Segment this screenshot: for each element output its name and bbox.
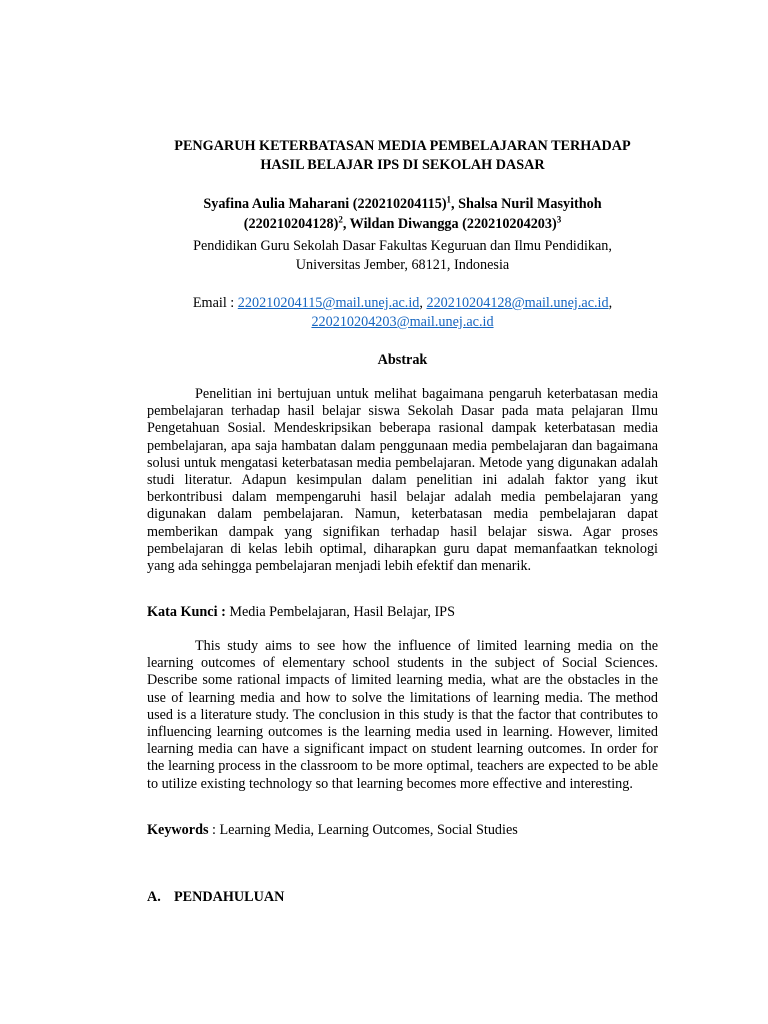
email-block <box>147 294 658 332</box>
abstract-indonesian <box>147 386 658 575</box>
author-line-1 <box>147 194 658 214</box>
section-heading <box>147 889 658 906</box>
affiliation <box>147 237 658 275</box>
author-line-2 <box>147 214 658 234</box>
title-line-1: PENGARUH KETERBATASAN MEDIA PEMBELAJARAN TERHADAP <box>174 138 631 154</box>
abstract-indonesian-text: Penelitian ini bertujuan untuk melihat bagaimana pengaruh keterbatasan media pembelajaran terhadap hasil belajar siswa Sekolah Dasar pada mata pelajaran Ilmu Pengetahuan Sosial. Mendeskripsikan beberapa rasional dampak keterbatasan media pembelajaran, apa saja hambatan dalam penggunaan media pembelajaran dan bagaimana solusi untuk mengatasi keterbatasan media pembelajaran. Metode yang digunakan adalah studi literatur. Adapun kesimpulan dalam penelitian ini adalah faktor yang ikut berkontribusi dalam mempengaruhi hasil belajar adalah media pembelajaran yang digunakan dalam pembelajaran. Namun, keterbatasan media pembelajaran dapat memberikan dampak yang signifikan terhadap hasil belajar siswa. Agar proses pembelajaran di kelas lebih optimal, diharapkan guru dapat memanfaatkan teknologi yang ada sehingga pembelajaran menjadi lebih efektif dan menarik. <box>147 386 658 575</box>
author-3-affil-mark: 3 <box>556 214 562 225</box>
author-2-id: (220210204128) <box>243 216 339 232</box>
email-line-2 <box>147 313 658 332</box>
keywords-english-value: : Learning Media, Learning Outcomes, Social Studies <box>208 822 518 838</box>
section-title: PENDAHULUAN <box>174 889 285 905</box>
title-line-2: HASIL BELAJAR IPS DI SEKOLAH DASAR <box>260 157 545 173</box>
email-link-2[interactable]: 220210204128@mail.unej.ac.id <box>426 295 609 311</box>
email-link-1[interactable]: 220210204115@mail.unej.ac.id <box>237 295 420 311</box>
email-comma-2: , <box>608 295 613 311</box>
keywords-indonesian <box>147 604 658 621</box>
email-link-3[interactable]: 220210204203@mail.unej.ac.id <box>311 314 494 330</box>
email-label: Email : <box>192 295 238 311</box>
abstract-english-text: This study aims to see how the influence of limited learning media on the learning outcomes of elementary school students in the subject of Social Sciences. Describe some rational impacts of limited learning media, what are the obstacles in the use of learning media and how to solve the limitations of learning media. The method used is a literature study. The conclusion in this study is that the factor that contributes to influencing learning outcomes is the learning media used in learning. However, limited learning media can have a significant impact on student learning outcomes. In order for the learning process in the classroom to be more optimal, teachers are expected to be able to utilize existing technology so that learning becomes more effective and interesting. <box>147 638 658 792</box>
email-comma-1: , <box>419 295 427 311</box>
section-number: A. <box>147 889 161 905</box>
keywords-indonesian-label: Kata Kunci : <box>147 604 226 620</box>
keywords-english <box>147 822 658 839</box>
author-1: Syafina Aulia Maharani (220210204115) <box>203 196 447 212</box>
keywords-indonesian-value: Media Pembelajaran, Hasil Belajar, IPS <box>225 604 455 620</box>
email-line-1 <box>147 294 658 313</box>
abstract-english <box>147 638 658 793</box>
affiliation-line-1: Pendidikan Guru Sekolah Dasar Fakultas Keguruan dan Ilmu Pendidikan, <box>193 238 612 254</box>
author-2-affil-mark: 2 <box>338 214 343 225</box>
author-separator-1: , Shalsa Nuril Masyithoh <box>451 196 602 212</box>
abstract-heading: Abstrak <box>377 352 428 368</box>
author-1-affil-mark: 1 <box>446 194 452 205</box>
author-list <box>147 194 658 234</box>
affiliation-line-2: Universitas Jember, 68121, Indonesia <box>295 257 510 273</box>
author-3: , Wildan Diwangga (220210204203) <box>342 216 557 232</box>
keywords-english-label: Keywords <box>147 822 209 838</box>
paper-title <box>147 137 658 175</box>
